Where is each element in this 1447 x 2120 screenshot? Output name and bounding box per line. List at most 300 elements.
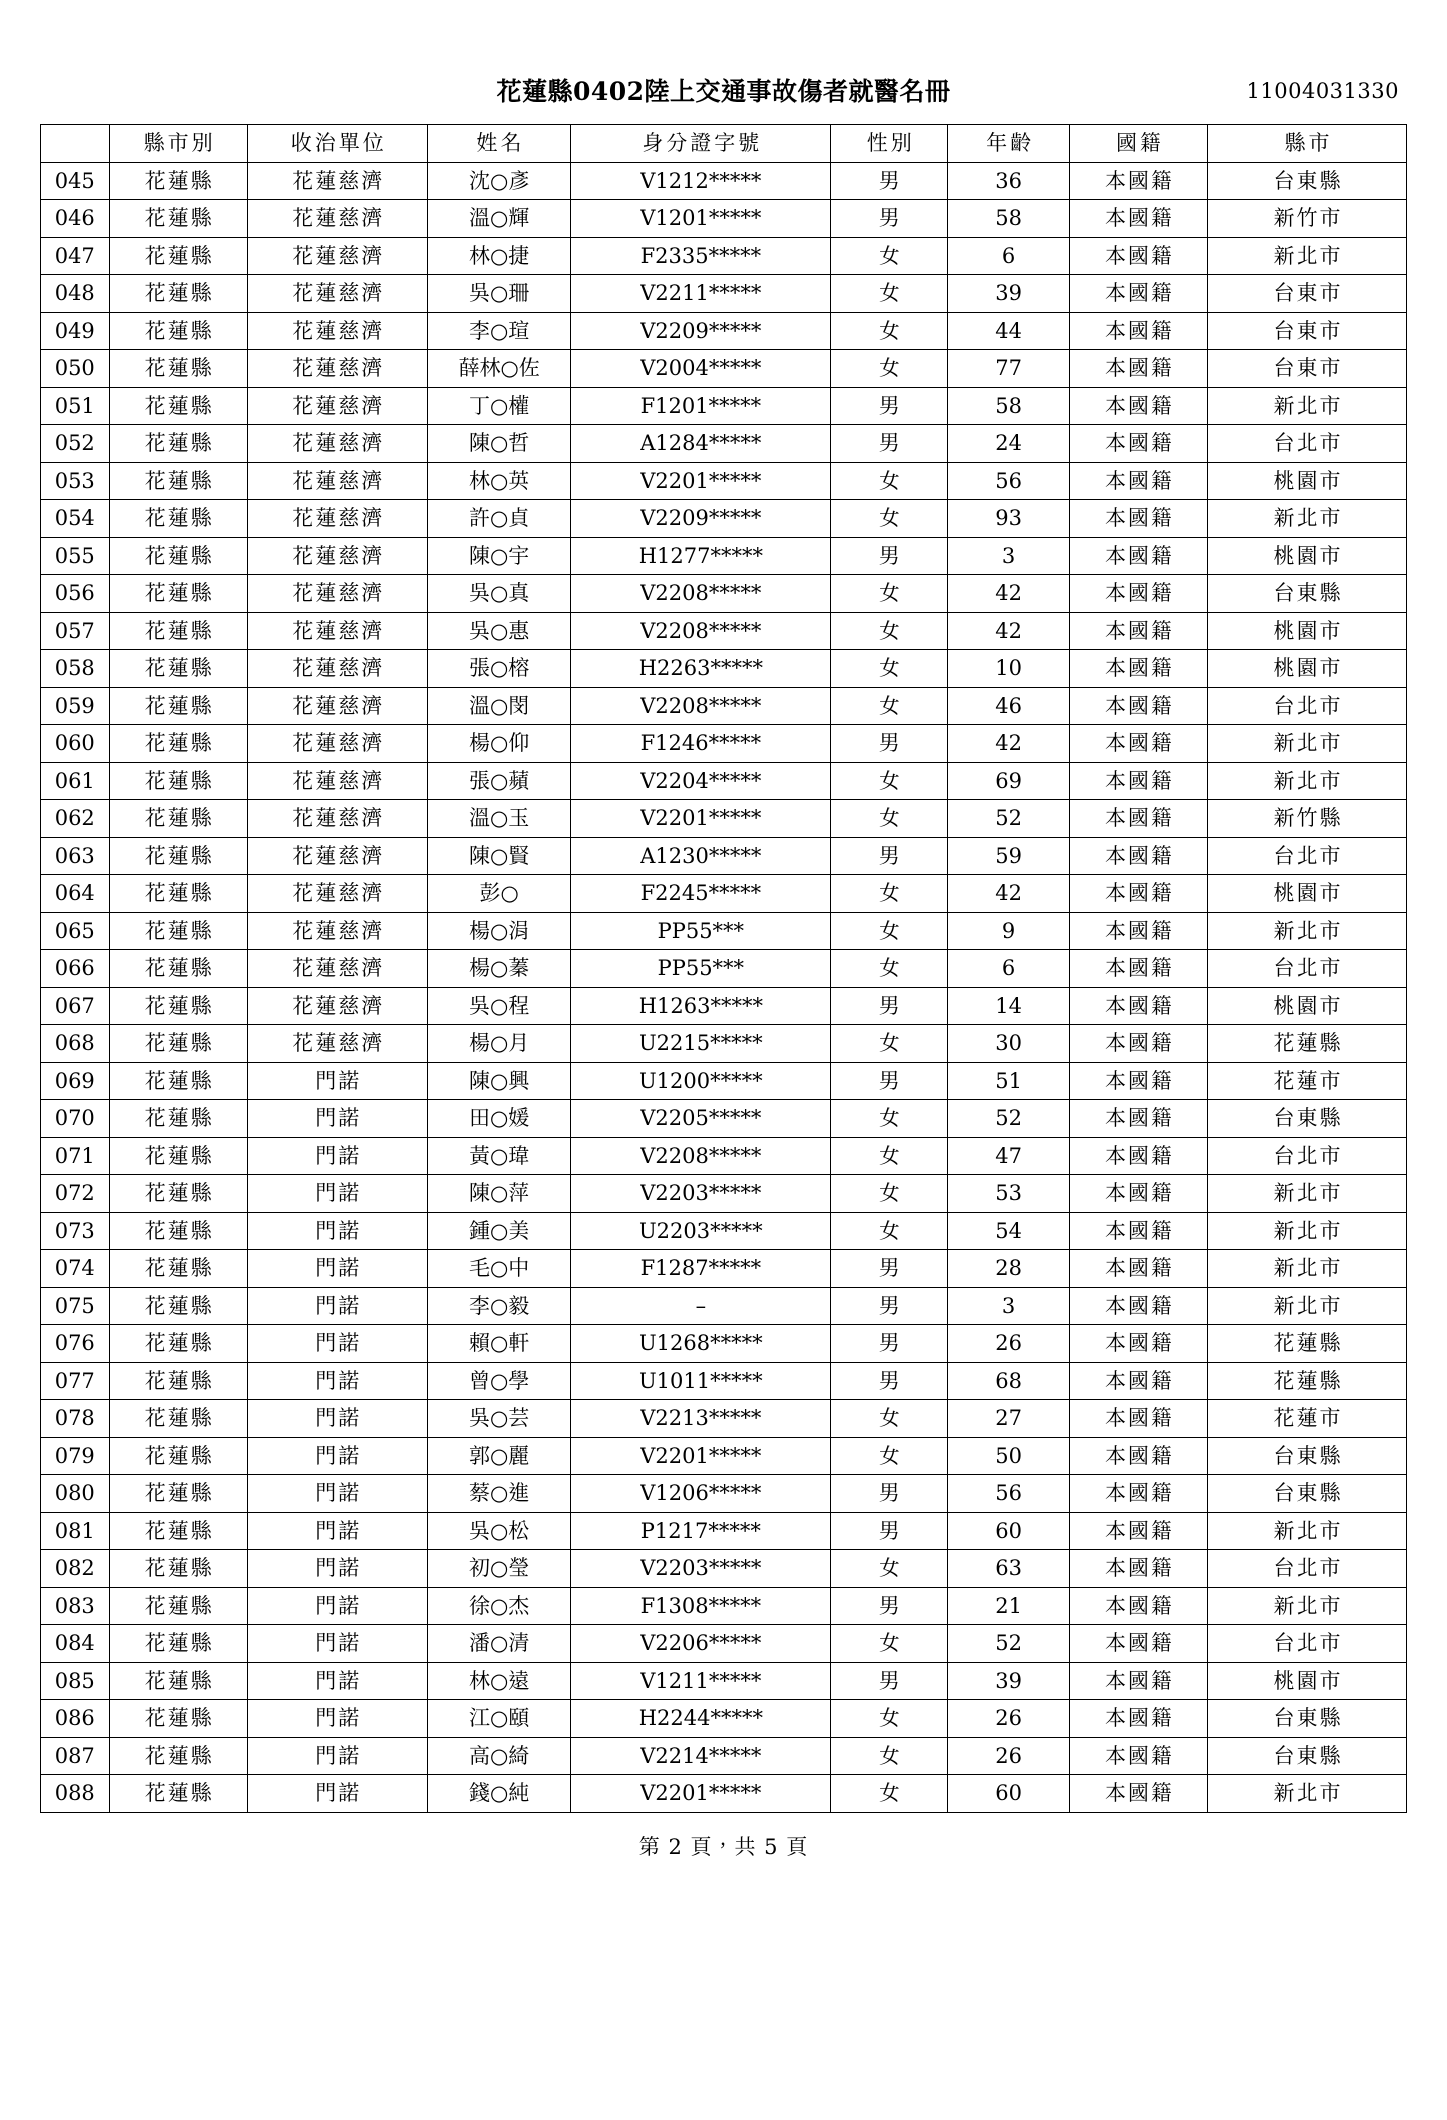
table-row	[41, 1775, 1407, 1813]
column-header-name: 姓名	[427, 125, 571, 163]
cell-residence: 台北市	[1208, 837, 1407, 875]
table-row	[41, 312, 1407, 350]
cell-seq: 052	[41, 425, 110, 463]
cell-sex: 女	[831, 687, 948, 725]
cell-county: 花蓮縣	[109, 1587, 247, 1625]
cell-unit: 花蓮慈濟	[247, 350, 427, 388]
cell-name: 溫○輝	[427, 200, 571, 238]
cell-age: 68	[948, 1362, 1070, 1400]
cell-name: 陳○哲	[427, 425, 571, 463]
cell-age: 28	[948, 1250, 1070, 1288]
cell-county: 花蓮縣	[109, 1325, 247, 1363]
cell-id: V2201*****	[571, 462, 831, 500]
cell-residence: 台東縣	[1208, 1437, 1407, 1475]
cell-seq: 057	[41, 612, 110, 650]
cell-sex: 女	[831, 1025, 948, 1063]
cell-id: V2204*****	[571, 762, 831, 800]
cell-age: 21	[948, 1587, 1070, 1625]
cell-nationality: 本國籍	[1069, 1325, 1207, 1363]
cell-age: 58	[948, 200, 1070, 238]
cell-sex: 女	[831, 875, 948, 913]
cell-id: H2263*****	[571, 650, 831, 688]
cell-seq: 077	[41, 1362, 110, 1400]
cell-age: 27	[948, 1400, 1070, 1438]
cell-residence: 新北市	[1208, 1775, 1407, 1813]
cell-seq: 074	[41, 1250, 110, 1288]
cell-age: 51	[948, 1062, 1070, 1100]
cell-unit: 花蓮慈濟	[247, 725, 427, 763]
cell-name: 李○瑄	[427, 312, 571, 350]
cell-name: 張○榕	[427, 650, 571, 688]
table-row	[41, 1550, 1407, 1588]
cell-sex: 男	[831, 1250, 948, 1288]
cell-sex: 女	[831, 350, 948, 388]
cell-county: 花蓮縣	[109, 162, 247, 200]
cell-nationality: 本國籍	[1069, 912, 1207, 950]
cell-nationality: 本國籍	[1069, 1400, 1207, 1438]
cell-county: 花蓮縣	[109, 1287, 247, 1325]
cell-unit: 門諾	[247, 1550, 427, 1588]
cell-residence: 新竹縣	[1208, 800, 1407, 838]
cell-name: 鍾○美	[427, 1212, 571, 1250]
cell-id: V2208*****	[571, 575, 831, 613]
cell-county: 花蓮縣	[109, 1775, 247, 1813]
cell-age: 10	[948, 650, 1070, 688]
cell-seq: 081	[41, 1512, 110, 1550]
table-row	[41, 200, 1407, 238]
cell-unit: 花蓮慈濟	[247, 500, 427, 538]
cell-sex: 男	[831, 200, 948, 238]
cell-unit: 花蓮慈濟	[247, 837, 427, 875]
cell-county: 花蓮縣	[109, 1662, 247, 1700]
cell-nationality: 本國籍	[1069, 725, 1207, 763]
cell-seq: 055	[41, 537, 110, 575]
table-row	[41, 350, 1407, 388]
cell-id: V1201*****	[571, 200, 831, 238]
table-row	[41, 1512, 1407, 1550]
column-header-seq	[41, 125, 110, 163]
cell-seq: 060	[41, 725, 110, 763]
cell-county: 花蓮縣	[109, 575, 247, 613]
cell-id: A1230*****	[571, 837, 831, 875]
cell-nationality: 本國籍	[1069, 800, 1207, 838]
cell-id: F2335*****	[571, 237, 831, 275]
column-header-unit: 收治單位	[247, 125, 427, 163]
cell-id: F2245*****	[571, 875, 831, 913]
cell-county: 花蓮縣	[109, 425, 247, 463]
cell-sex: 男	[831, 425, 948, 463]
cell-age: 93	[948, 500, 1070, 538]
cell-residence: 台東市	[1208, 275, 1407, 313]
cell-name: 賴○軒	[427, 1325, 571, 1363]
cell-unit: 花蓮慈濟	[247, 800, 427, 838]
cell-unit: 門諾	[247, 1662, 427, 1700]
cell-county: 花蓮縣	[109, 1062, 247, 1100]
cell-sex: 女	[831, 312, 948, 350]
cell-county: 花蓮縣	[109, 237, 247, 275]
cell-sex: 女	[831, 1400, 948, 1438]
cell-id: V2208*****	[571, 1137, 831, 1175]
cell-nationality: 本國籍	[1069, 687, 1207, 725]
cell-age: 60	[948, 1775, 1070, 1813]
table-row	[41, 1250, 1407, 1288]
table-row	[41, 1625, 1407, 1663]
cell-name: 林○遠	[427, 1662, 571, 1700]
cell-residence: 台東縣	[1208, 162, 1407, 200]
cell-id: V2203*****	[571, 1550, 831, 1588]
table-row	[41, 500, 1407, 538]
cell-nationality: 本國籍	[1069, 1475, 1207, 1513]
cell-nationality: 本國籍	[1069, 1700, 1207, 1738]
cell-unit: 花蓮慈濟	[247, 537, 427, 575]
cell-county: 花蓮縣	[109, 950, 247, 988]
cell-nationality: 本國籍	[1069, 237, 1207, 275]
cell-seq: 045	[41, 162, 110, 200]
cell-seq: 054	[41, 500, 110, 538]
cell-sex: 男	[831, 725, 948, 763]
document-page	[0, 72, 1447, 2120]
cell-residence: 台東縣	[1208, 1100, 1407, 1138]
table-row	[41, 1062, 1407, 1100]
cell-county: 花蓮縣	[109, 275, 247, 313]
cell-sex: 男	[831, 1325, 948, 1363]
cell-id: V2201*****	[571, 1437, 831, 1475]
cell-nationality: 本國籍	[1069, 1662, 1207, 1700]
cell-name: 溫○閔	[427, 687, 571, 725]
table-row	[41, 912, 1407, 950]
cell-name: 毛○中	[427, 1250, 571, 1288]
cell-name: 徐○杰	[427, 1587, 571, 1625]
cell-name: 許○貞	[427, 500, 571, 538]
table-row	[41, 537, 1407, 575]
cell-nationality: 本國籍	[1069, 462, 1207, 500]
table-row	[41, 237, 1407, 275]
cell-age: 26	[948, 1325, 1070, 1363]
cell-unit: 門諾	[247, 1512, 427, 1550]
cell-nationality: 本國籍	[1069, 575, 1207, 613]
cell-age: 36	[948, 162, 1070, 200]
cell-unit: 花蓮慈濟	[247, 275, 427, 313]
cell-id: V2203*****	[571, 1175, 831, 1213]
cell-id: V2201*****	[571, 1775, 831, 1813]
cell-nationality: 本國籍	[1069, 612, 1207, 650]
cell-county: 花蓮縣	[109, 1437, 247, 1475]
cell-residence: 桃園市	[1208, 1662, 1407, 1700]
cell-unit: 門諾	[247, 1212, 427, 1250]
cell-county: 花蓮縣	[109, 1137, 247, 1175]
cell-name: 彭○	[427, 875, 571, 913]
cell-nationality: 本國籍	[1069, 425, 1207, 463]
cell-sex: 女	[831, 800, 948, 838]
cell-age: 30	[948, 1025, 1070, 1063]
table-row	[41, 687, 1407, 725]
table-row	[41, 837, 1407, 875]
cell-sex: 男	[831, 1062, 948, 1100]
cell-seq: 065	[41, 912, 110, 950]
cell-unit: 花蓮慈濟	[247, 425, 427, 463]
cell-county: 花蓮縣	[109, 1475, 247, 1513]
cell-unit: 花蓮慈濟	[247, 462, 427, 500]
cell-name: 陳○萍	[427, 1175, 571, 1213]
cell-age: 9	[948, 912, 1070, 950]
cell-id: V1212*****	[571, 162, 831, 200]
cell-residence: 台北市	[1208, 950, 1407, 988]
cell-id: U2203*****	[571, 1212, 831, 1250]
cell-age: 60	[948, 1512, 1070, 1550]
column-header-age: 年齡	[948, 125, 1070, 163]
cell-name: 曾○學	[427, 1362, 571, 1400]
cell-sex: 女	[831, 1625, 948, 1663]
cell-residence: 新北市	[1208, 1512, 1407, 1550]
cell-residence: 桃園市	[1208, 987, 1407, 1025]
column-header-county: 縣市別	[109, 125, 247, 163]
cell-residence: 新北市	[1208, 912, 1407, 950]
cell-county: 花蓮縣	[109, 687, 247, 725]
cell-sex: 女	[831, 912, 948, 950]
cell-residence: 桃園市	[1208, 537, 1407, 575]
cell-seq: 075	[41, 1287, 110, 1325]
cell-id: –	[571, 1287, 831, 1325]
cell-sex: 女	[831, 575, 948, 613]
table-row	[41, 1212, 1407, 1250]
cell-seq: 066	[41, 950, 110, 988]
cell-unit: 門諾	[247, 1325, 427, 1363]
cell-residence: 新北市	[1208, 762, 1407, 800]
cell-name: 薛林○佐	[427, 350, 571, 388]
cell-residence: 花蓮市	[1208, 1400, 1407, 1438]
cell-county: 花蓮縣	[109, 1400, 247, 1438]
table-row	[41, 1700, 1407, 1738]
cell-sex: 女	[831, 275, 948, 313]
cell-name: 楊○月	[427, 1025, 571, 1063]
table-header	[41, 125, 1407, 163]
cell-sex: 女	[831, 1137, 948, 1175]
table-row	[41, 1137, 1407, 1175]
cell-id: U1200*****	[571, 1062, 831, 1100]
cell-age: 56	[948, 462, 1070, 500]
cell-unit: 花蓮慈濟	[247, 875, 427, 913]
cell-seq: 071	[41, 1137, 110, 1175]
table-row	[41, 162, 1407, 200]
cell-age: 26	[948, 1737, 1070, 1775]
cell-name: 李○毅	[427, 1287, 571, 1325]
cell-age: 39	[948, 275, 1070, 313]
cell-seq: 079	[41, 1437, 110, 1475]
cell-age: 53	[948, 1175, 1070, 1213]
cell-name: 郭○麗	[427, 1437, 571, 1475]
cell-name: 蔡○進	[427, 1475, 571, 1513]
cell-seq: 073	[41, 1212, 110, 1250]
cell-seq: 085	[41, 1662, 110, 1700]
cell-unit: 花蓮慈濟	[247, 1025, 427, 1063]
cell-residence: 桃園市	[1208, 875, 1407, 913]
cell-sex: 女	[831, 1775, 948, 1813]
cell-nationality: 本國籍	[1069, 275, 1207, 313]
table-row	[41, 1437, 1407, 1475]
cell-seq: 050	[41, 350, 110, 388]
cell-age: 56	[948, 1475, 1070, 1513]
cell-id: V2209*****	[571, 500, 831, 538]
cell-nationality: 本國籍	[1069, 1100, 1207, 1138]
cell-nationality: 本國籍	[1069, 1287, 1207, 1325]
cell-county: 花蓮縣	[109, 912, 247, 950]
cell-age: 46	[948, 687, 1070, 725]
cell-residence: 台東市	[1208, 350, 1407, 388]
cell-age: 44	[948, 312, 1070, 350]
cell-nationality: 本國籍	[1069, 1737, 1207, 1775]
cell-seq: 051	[41, 387, 110, 425]
document-number: 11004031330	[1246, 79, 1399, 103]
cell-age: 54	[948, 1212, 1070, 1250]
cell-unit: 花蓮慈濟	[247, 987, 427, 1025]
cell-seq: 059	[41, 687, 110, 725]
cell-unit: 門諾	[247, 1475, 427, 1513]
cell-residence: 桃園市	[1208, 612, 1407, 650]
cell-age: 14	[948, 987, 1070, 1025]
cell-unit: 花蓮慈濟	[247, 950, 427, 988]
cell-residence: 新北市	[1208, 1287, 1407, 1325]
cell-age: 52	[948, 1625, 1070, 1663]
cell-county: 花蓮縣	[109, 387, 247, 425]
cell-unit: 花蓮慈濟	[247, 612, 427, 650]
cell-residence: 新北市	[1208, 1587, 1407, 1625]
cell-residence: 新竹市	[1208, 200, 1407, 238]
cell-id: V2206*****	[571, 1625, 831, 1663]
table-row	[41, 1100, 1407, 1138]
table-row	[41, 987, 1407, 1025]
cell-seq: 069	[41, 1062, 110, 1100]
cell-seq: 061	[41, 762, 110, 800]
cell-nationality: 本國籍	[1069, 950, 1207, 988]
cell-nationality: 本國籍	[1069, 1587, 1207, 1625]
cell-sex: 女	[831, 500, 948, 538]
cell-name: 林○捷	[427, 237, 571, 275]
cell-sex: 女	[831, 237, 948, 275]
table-row	[41, 1737, 1407, 1775]
cell-name: 沈○彥	[427, 162, 571, 200]
cell-id: U1268*****	[571, 1325, 831, 1363]
cell-nationality: 本國籍	[1069, 762, 1207, 800]
cell-county: 花蓮縣	[109, 1362, 247, 1400]
cell-name: 吳○惠	[427, 612, 571, 650]
cell-sex: 男	[831, 1512, 948, 1550]
table-row	[41, 1287, 1407, 1325]
cell-name: 楊○涓	[427, 912, 571, 950]
cell-age: 59	[948, 837, 1070, 875]
cell-county: 花蓮縣	[109, 1550, 247, 1588]
cell-county: 花蓮縣	[109, 800, 247, 838]
cell-sex: 男	[831, 1662, 948, 1700]
cell-name: 黃○瑋	[427, 1137, 571, 1175]
cell-seq: 083	[41, 1587, 110, 1625]
cell-unit: 門諾	[247, 1100, 427, 1138]
cell-age: 58	[948, 387, 1070, 425]
cell-nationality: 本國籍	[1069, 350, 1207, 388]
cell-age: 52	[948, 800, 1070, 838]
cell-id: V2208*****	[571, 612, 831, 650]
cell-seq: 072	[41, 1175, 110, 1213]
table-row	[41, 762, 1407, 800]
cell-id: F1201*****	[571, 387, 831, 425]
cell-nationality: 本國籍	[1069, 875, 1207, 913]
cell-seq: 048	[41, 275, 110, 313]
table-header-row	[41, 125, 1407, 163]
cell-residence: 新北市	[1208, 1250, 1407, 1288]
cell-residence: 台東縣	[1208, 575, 1407, 613]
cell-sex: 女	[831, 1550, 948, 1588]
cell-seq: 086	[41, 1700, 110, 1738]
cell-residence: 桃園市	[1208, 462, 1407, 500]
cell-nationality: 本國籍	[1069, 500, 1207, 538]
cell-sex: 女	[831, 1737, 948, 1775]
casualty-roster-table	[40, 124, 1407, 1813]
cell-sex: 男	[831, 987, 948, 1025]
cell-nationality: 本國籍	[1069, 837, 1207, 875]
cell-seq: 084	[41, 1625, 110, 1663]
cell-seq: 046	[41, 200, 110, 238]
cell-county: 花蓮縣	[109, 312, 247, 350]
cell-county: 花蓮縣	[109, 1025, 247, 1063]
table-row	[41, 1400, 1407, 1438]
cell-seq: 088	[41, 1775, 110, 1813]
cell-nationality: 本國籍	[1069, 1550, 1207, 1588]
cell-nationality: 本國籍	[1069, 312, 1207, 350]
cell-id: PP55***	[571, 912, 831, 950]
cell-id: U1011*****	[571, 1362, 831, 1400]
cell-unit: 門諾	[247, 1700, 427, 1738]
cell-unit: 門諾	[247, 1250, 427, 1288]
cell-age: 42	[948, 612, 1070, 650]
cell-nationality: 本國籍	[1069, 162, 1207, 200]
cell-seq: 053	[41, 462, 110, 500]
column-header-sex: 性別	[831, 125, 948, 163]
cell-id: H1277*****	[571, 537, 831, 575]
cell-residence: 台東縣	[1208, 1737, 1407, 1775]
table-row	[41, 1325, 1407, 1363]
cell-unit: 花蓮慈濟	[247, 762, 427, 800]
cell-sex: 男	[831, 162, 948, 200]
cell-county: 花蓮縣	[109, 200, 247, 238]
cell-residence: 新北市	[1208, 237, 1407, 275]
cell-id: V2214*****	[571, 1737, 831, 1775]
cell-id: V2201*****	[571, 800, 831, 838]
table-row	[41, 950, 1407, 988]
column-header-residence: 縣市	[1208, 125, 1407, 163]
cell-age: 42	[948, 875, 1070, 913]
cell-nationality: 本國籍	[1069, 1775, 1207, 1813]
cell-age: 77	[948, 350, 1070, 388]
cell-name: 陳○興	[427, 1062, 571, 1100]
table-row	[41, 1662, 1407, 1700]
cell-name: 錢○純	[427, 1775, 571, 1813]
cell-age: 24	[948, 425, 1070, 463]
cell-nationality: 本國籍	[1069, 1212, 1207, 1250]
cell-residence: 桃園市	[1208, 650, 1407, 688]
cell-unit: 門諾	[247, 1362, 427, 1400]
cell-name: 吳○松	[427, 1512, 571, 1550]
table-row	[41, 875, 1407, 913]
cell-id: PP55***	[571, 950, 831, 988]
cell-nationality: 本國籍	[1069, 387, 1207, 425]
cell-sex: 女	[831, 762, 948, 800]
cell-seq: 078	[41, 1400, 110, 1438]
cell-id: F1308*****	[571, 1587, 831, 1625]
cell-residence: 花蓮縣	[1208, 1362, 1407, 1400]
cell-county: 花蓮縣	[109, 500, 247, 538]
cell-id: V1211*****	[571, 1662, 831, 1700]
cell-age: 63	[948, 1550, 1070, 1588]
cell-county: 花蓮縣	[109, 875, 247, 913]
